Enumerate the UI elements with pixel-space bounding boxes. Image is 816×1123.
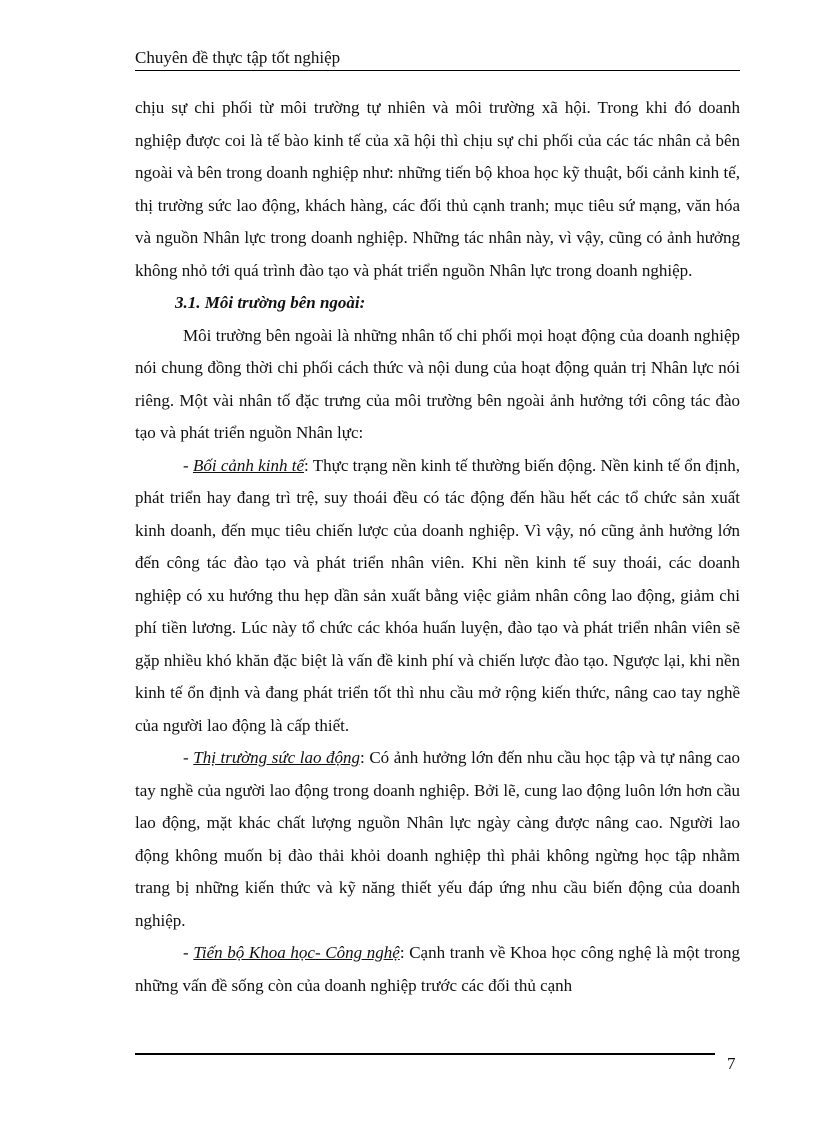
- intro-paragraph: chịu sự chi phối từ môi trường tự nhiên và môi trường xã hội. Trong khi đó doanh nghiệp được coi là tế bào kinh tế của xã hội thì chịu sự chi phối của các tác nhân cả bên ngoài và bên trong doanh nghiệp như: những tiến bộ khoa học kỹ thuật, bối cảnh kinh tế, thị trường sức lao động, khách hàng, các đối thủ cạnh tranh; mục tiêu sứ mạng, văn hóa và nguồn Nhân lực trong doanh nghiệp. Những tác nhân này, vì vậy, cũng có ảnh hưởng không nhỏ tới quá trình đào tạo và phát triển nguồn Nhân lực trong doanh nghiệp.: [135, 98, 740, 280]
- factor-text-technology: : Cạnh tranh về Khoa học công nghệ là một trong những vấn đề sống còn của doanh nghiệp trước các đối thủ cạnh: [135, 943, 741, 995]
- page-number: 7: [727, 1054, 736, 1073]
- list-dash: -: [183, 943, 194, 962]
- factor-term-labor-market: Thị trường sức lao động: [193, 748, 361, 767]
- section-lead-paragraph: Môi trường bên ngoài là những nhân tố chi phối mọi hoạt động của doanh nghiệp nói chung đồng thời chi phối cách thức và nội dung của hoạt động quản trị Nhân lực nói riêng. Một vài nhân tố đặc trưng của môi trường bên ngoài ảnh hưởng tới công tác đào tạo và phát triển nguồn Nhân lực:: [135, 325, 740, 442]
- section-heading: 3.1. Môi trường bên ngoài:: [175, 293, 366, 312]
- factor-paragraph-technology: [135, 937, 740, 1002]
- factor-paragraph-labor-market: [135, 742, 740, 937]
- factor-text-economy: : Thực trạng nền kinh tế thường biến động. Nền kinh tế ổn định, phát triển hay đang trì trệ, suy thoái đều có tác động đến hầu hết các tổ chức sản xuất kinh doanh, đến mục tiêu chiến lược của doanh nghiệp. Vì vậy, nó cũng ảnh hưởng lớn đến công tác đào tạo và phát triển nhân viên. Khi nền kinh tế suy thoái, các doanh nghiệp có xu hướng thu hẹp dần sản xuất bằng việc giảm nhân công lao động, giảm chi phí tiền lương. Lúc này tổ chức các khóa huấn luyện, đào tạo và phát triển nhân viên sẽ gặp nhiều khó khăn đặc biệt là vấn đề kinh phí và chiến lược đào tạo. Ngược lại, khi nền kinh tế ổn định và đang phát triển tốt thì nhu cầu mở rộng kiến thức, nâng cao tay nghề của người lao động là cấp thiết.: [135, 455, 740, 735]
- list-dash: -: [183, 455, 193, 475]
- factor-term-technology: Tiến bộ Khoa học- Công nghệ: [193, 943, 400, 962]
- factor-term-economy: Bối cảnh kinh tế: [192, 455, 305, 475]
- running-header: [135, 48, 740, 71]
- factor-paragraph-economy: [135, 450, 740, 743]
- footer-rule: [135, 1053, 715, 1055]
- factor-text-labor-market: : Có ảnh hưởng lớn đến nhu cầu học tập và tự nâng cao tay nghề của người lao động trong doanh nghiệp. Bởi lẽ, cung lao động luôn lớn hơn cầu lao động, mặt khác chất lượng nguồn Nhân lực ngày càng được nâng cao. Người lao động không muốn bị đào thải khỏi doanh nghiệp thì phải không ngừng học tập nhằm trang bị những kiến thức và kỹ năng thiết yếu đáp ứng nhu cầu biến động của doanh nghiệp.: [135, 748, 740, 930]
- header-title: Chuyên đề thực tập tốt nghiệp: [135, 48, 341, 67]
- page-body: [135, 92, 740, 1002]
- list-dash: -: [183, 748, 194, 767]
